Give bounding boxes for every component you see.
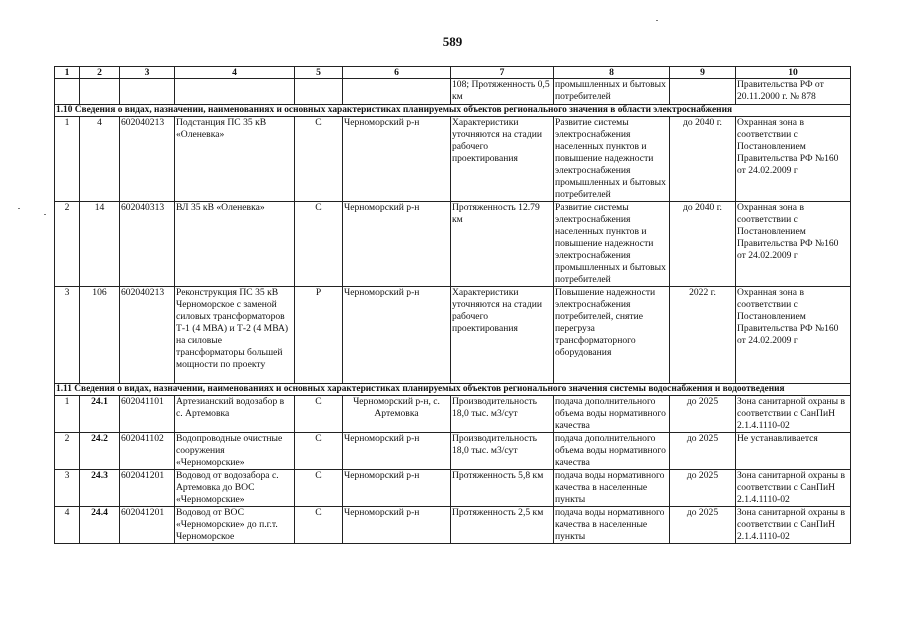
row-number: 2	[55, 433, 80, 470]
table-row	[55, 396, 851, 433]
object-term: до 2040 г.	[670, 202, 736, 287]
row-number: 1	[55, 117, 80, 202]
object-name: ВЛ 35 кВ «Оленевка»	[175, 202, 295, 287]
object-status: С	[295, 507, 343, 544]
object-location: Черноморский р-н	[343, 507, 451, 544]
table-row	[55, 117, 851, 202]
object-name: Водопроводные очистные сооружения «Черноморские»	[175, 433, 295, 470]
object-id: 602041201	[120, 470, 175, 507]
object-id: 602041201	[120, 507, 175, 544]
object-purpose: Развитие системы электроснабжения населенных пунктов и повышение надежности электроснабжения промышленных и бытовых потребителей	[554, 117, 670, 202]
object-purpose: подача воды нормативного качества в населенные пункты	[554, 507, 670, 544]
object-term: до 2025	[670, 507, 736, 544]
column-number: 8	[554, 67, 670, 79]
row-number: 3	[55, 287, 80, 384]
object-purpose: подача дополнительного объема воды нормативного качества	[554, 396, 670, 433]
column-number-row	[55, 67, 851, 79]
row-number: 3	[55, 470, 80, 507]
column-number: 4	[175, 67, 295, 79]
object-zone: Охранная зона в соответствии с Постановлением Правительства РФ №160 от 24.02.2009 г	[736, 287, 851, 384]
object-id: 602040213	[120, 117, 175, 202]
object-code: 24.1	[80, 396, 120, 433]
page-number: 589	[442, 34, 463, 49]
table-row	[55, 287, 851, 384]
object-term: до 2025	[670, 396, 736, 433]
zone-cell: Правительства РФ от 20.11.2000 г. № 878	[736, 79, 851, 105]
object-id: 602041101	[120, 396, 175, 433]
row-number: 1	[55, 396, 80, 433]
object-zone: Не устанавливается	[736, 433, 851, 470]
object-location: Черноморский р-н, с. Артемовка	[343, 396, 451, 433]
object-characteristics: Производительность 18,0 тыс. м3/сут	[451, 433, 554, 470]
object-zone: Охранная зона в соответствии с Постановлением Правительства РФ №160 от 24.02.2009 г	[736, 202, 851, 287]
object-characteristics: Характеристики уточняются на стадии рабочего проектирования	[451, 287, 554, 384]
scan-speck	[44, 214, 46, 215]
object-location: Черноморский р-н	[343, 470, 451, 507]
object-purpose: подача дополнительного объема воды нормативного качества	[554, 433, 670, 470]
object-name: Подстанция ПС 35 кВ «Оленевка»	[175, 117, 295, 202]
object-id: 602040313	[120, 202, 175, 287]
characteristics-cell: 108; Протяженность 0,5 км	[451, 79, 554, 105]
object-term: до 2040 г.	[670, 117, 736, 202]
object-status: С	[295, 433, 343, 470]
object-zone: Охранная зона в соответствии с Постановлением Правительства РФ №160 от 24.02.2009 г	[736, 117, 851, 202]
object-name: Водовод от водозабора с. Артемовка до ВОС «Черноморские»	[175, 470, 295, 507]
column-number: 2	[80, 67, 120, 79]
object-code: 14	[80, 202, 120, 287]
object-term: 2022 г.	[670, 287, 736, 384]
object-code: 106	[80, 287, 120, 384]
object-status: С	[295, 117, 343, 202]
object-name: Артезианский водозабор в с. Артемовка	[175, 396, 295, 433]
column-number: 6	[343, 67, 451, 79]
column-number: 10	[736, 67, 851, 79]
object-location: Черноморский р-н	[343, 433, 451, 470]
object-term: до 2025	[670, 433, 736, 470]
column-number: 7	[451, 67, 554, 79]
column-number: 5	[295, 67, 343, 79]
object-purpose: Повышение надежности электроснабжения потребителей, снятие перегруза трансформаторного оборудования	[554, 287, 670, 384]
object-code: 24.2	[80, 433, 120, 470]
object-name: Водовод от ВОС «Черноморские» до п.г.т. Черноморское	[175, 507, 295, 544]
scan-speck	[18, 208, 20, 209]
column-number: 1	[55, 67, 80, 79]
object-status: С	[295, 202, 343, 287]
object-location: Черноморский р-н	[343, 117, 451, 202]
column-number: 9	[670, 67, 736, 79]
row-number: 2	[55, 202, 80, 287]
object-status: Р	[295, 287, 343, 384]
object-location: Черноморский р-н	[343, 202, 451, 287]
object-location: Черноморский р-н	[343, 287, 451, 384]
object-id: 602040213	[120, 287, 175, 384]
section-header	[55, 105, 851, 117]
section-title: 1.11 Сведения о видах, назначении, наименованиях и основных характеристиках планируемых объектов регионального значения системы водоснабжения и водоотведения	[55, 384, 851, 396]
scan-speck	[656, 20, 658, 21]
purpose-cell: промышленных и бытовых потребителей	[554, 79, 670, 105]
object-purpose: подача воды нормативного качества в населенные пункты	[554, 470, 670, 507]
row-number: 4	[55, 507, 80, 544]
table-row	[55, 433, 851, 470]
table-row	[55, 202, 851, 287]
table-row	[55, 507, 851, 544]
continuation-row	[55, 79, 851, 105]
object-zone: Зона санитарной охраны в соответствии с СанПиН 2.1.4.1110-02	[736, 470, 851, 507]
object-code: 24.4	[80, 507, 120, 544]
object-characteristics: Протяженность 2,5 км	[451, 507, 554, 544]
planned-objects-table	[54, 66, 851, 544]
object-code: 4	[80, 117, 120, 202]
object-status: С	[295, 470, 343, 507]
object-characteristics: Протяженность 5,8 км	[451, 470, 554, 507]
table-row	[55, 470, 851, 507]
object-purpose: Развитие системы электроснабжения населенных пунктов и повышение надежности электроснабжения промышленных и бытовых потребителей	[554, 202, 670, 287]
object-characteristics: Протяженность 12.79 км	[451, 202, 554, 287]
object-characteristics: Производительность 18,0 тыс. м3/сут	[451, 396, 554, 433]
object-zone: Зона санитарной охраны в соответствии с СанПиН 2.1.4.1110-02	[736, 507, 851, 544]
column-number: 3	[120, 67, 175, 79]
object-status: С	[295, 396, 343, 433]
section-title: 1.10 Сведения о видах, назначении, наименованиях и основных характеристиках планируемых объектов регионального значения в области электроснабжения	[55, 105, 851, 117]
section-header	[55, 384, 851, 396]
object-term: до 2025	[670, 470, 736, 507]
object-zone: Зона санитарной охраны в соответствии с СанПиН 2.1.4.1110-02	[736, 396, 851, 433]
object-code: 24.3	[80, 470, 120, 507]
object-name: Реконструкция ПС 35 кВ Черноморское с заменой силовых трансформаторов Т-1 (4 МВА) и Т-2 (4 МВА) на силовые трансформаторы большей мощности по проекту	[175, 287, 295, 384]
object-characteristics: Характеристики уточняются на стадии рабочего проектирования	[451, 117, 554, 202]
object-id: 602041102	[120, 433, 175, 470]
